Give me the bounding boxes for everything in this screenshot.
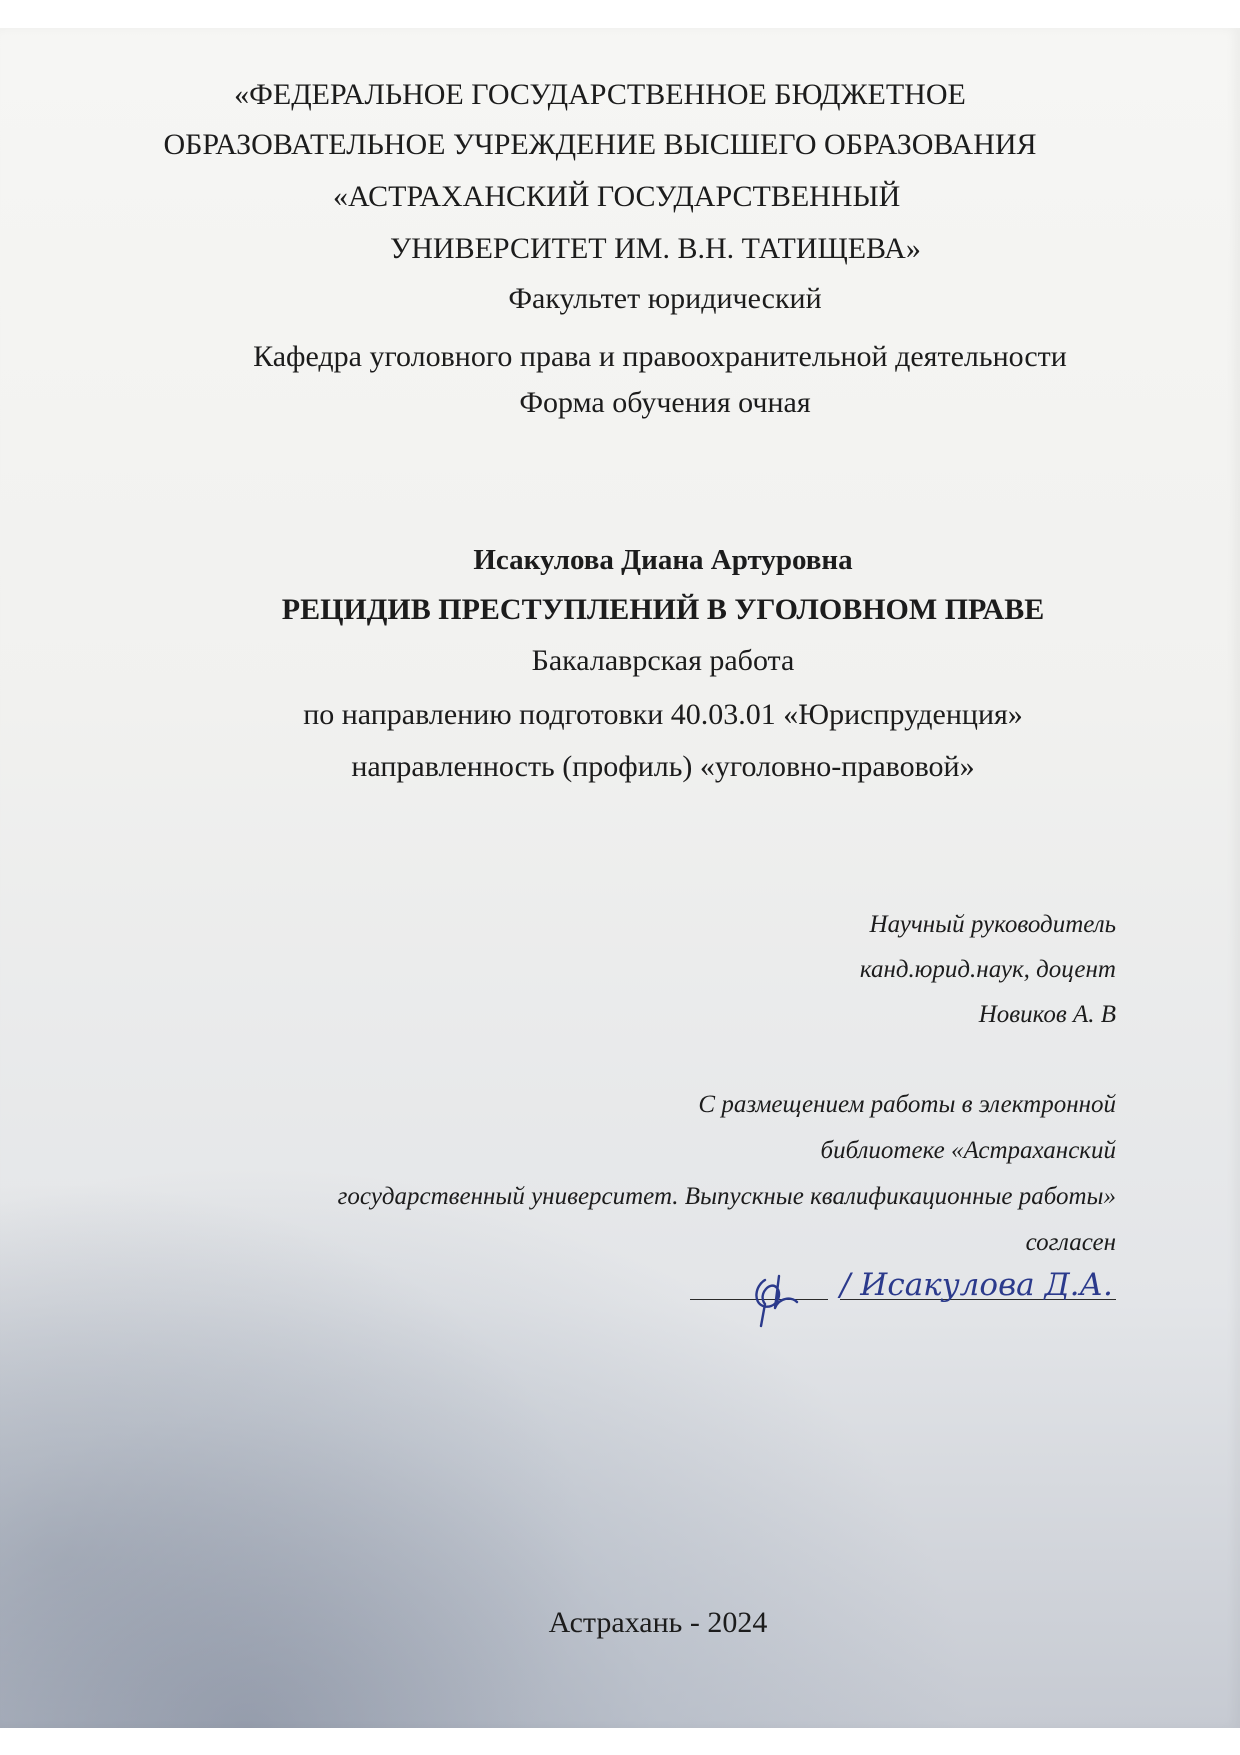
consent-line-3: государственный университет. Выпускные квалификационные работы» [337, 1183, 1116, 1210]
header-line-1: «ФЕДЕРАЛЬНОЕ ГОСУДАРСТВЕННОЕ БЮДЖЕТНОЕ [234, 78, 966, 111]
supervisor-label: Научный руководитель [869, 911, 1116, 938]
header-line-4: УНИВЕРСИТЕТ ИМ. В.Н. ТАТИЩЕВА» [390, 232, 921, 265]
work-profile: направленность (профиль) «уголовно-правовой» [351, 750, 975, 783]
supervisor-name: Новиков А. В [978, 1001, 1116, 1028]
department-label: Кафедра уголовного права и правоохранительной деятельности [253, 340, 1067, 373]
header-line-2: ОБРАЗОВАТЕЛЬНОЕ УЧРЕЖДЕНИЕ ВЫСШЕГО ОБРАЗОВАНИЯ [163, 128, 1037, 161]
work-type: Бакалаврская работа [531, 644, 795, 677]
header-line-3: «АСТРАХАНСКИЙ ГОСУДАРСТВЕННЫЙ [333, 180, 901, 213]
consent-line-1: С размещением работы в электронной [698, 1091, 1116, 1118]
study-form-label: Форма обучения очная [519, 386, 811, 419]
document-page [0, 28, 1240, 1728]
work-title: РЕЦИДИВ ПРЕСТУПЛЕНИЙ В УГОЛОВНОМ ПРАВЕ [281, 593, 1045, 626]
city-year: Астрахань - 2024 [548, 1606, 768, 1639]
supervisor-degree: канд.юрид.наук, доцент [859, 956, 1116, 983]
handwritten-name: / Исакулова Д.А. [840, 1267, 1113, 1303]
consent-line-4: согласен [1025, 1229, 1116, 1256]
author-name: Исакулова Диана Артуровна [473, 544, 853, 576]
faculty-label: Факультет юридический [508, 282, 822, 315]
consent-line-2: библиотеке «Астраханский [820, 1137, 1116, 1164]
work-direction: по направлению подготовки 40.03.01 «Юриспруденция» [303, 698, 1023, 731]
